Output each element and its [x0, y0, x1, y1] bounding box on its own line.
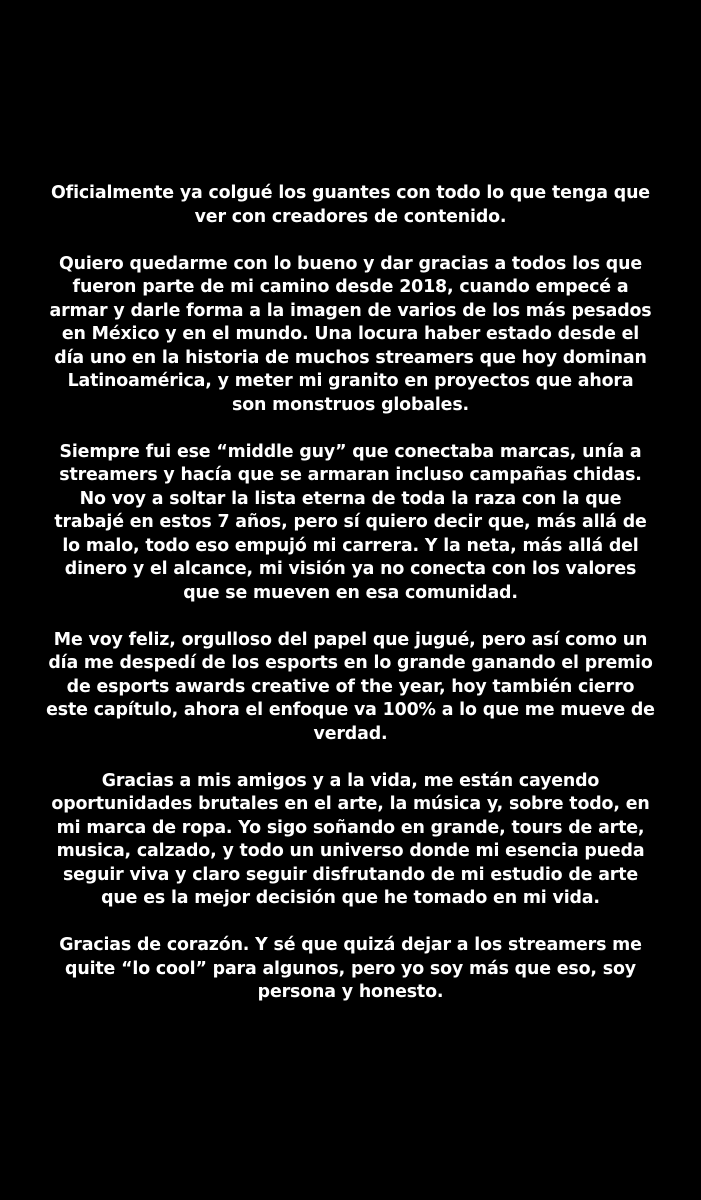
text-line: Siempre fui ese “middle guy” que conectaba marcas, unía a: [59, 441, 642, 462]
text-line: dinero y el alcance, mi visión ya no conecta con los valores: [64, 559, 637, 579]
text-line: seguir viva y claro seguir disfrutando de mi estudio de arte: [62, 864, 639, 885]
text-line: este capítulo, ahora el enfoque va 100% a lo que me mueve de: [46, 700, 655, 720]
text-line: son monstruos globales.: [232, 394, 469, 415]
text-line: verdad.: [313, 723, 388, 744]
text-line: persona y honesto.: [257, 982, 444, 1002]
paragraph-4: [40, 629, 661, 747]
text-line: que es la mejor decisión que he tomado en mi vida.: [101, 888, 600, 908]
text-line: Gracias a mis amigos y a la vida, me están cayendo: [101, 770, 600, 791]
text-line: que se mueven en esa comunidad.: [183, 582, 518, 603]
text-line: mi marca de ropa. Yo sigo soñando en grande, tours de arte,: [56, 817, 645, 838]
text-line: en México y en el mundo. Una locura haber estado desde el: [61, 324, 640, 344]
paragraph-1: [40, 182, 661, 229]
text-line: Quiero quedarme con lo bueno y dar gracias a todos los que: [59, 253, 642, 274]
text-line: Latinoamérica, y meter mi granito en proyectos que ahora: [67, 371, 634, 391]
text-line: fueron parte de mi camino desde 2018, cuando empecé a: [72, 277, 629, 297]
story-text: [0, 182, 701, 1028]
text-line: streamers y hacía que se armaran incluso campañas chidas.: [59, 465, 642, 485]
paragraph-2: [40, 253, 661, 418]
text-line: trabajé en estos 7 años, pero sí quiero decir que, más allá de: [54, 512, 647, 532]
text-line: oportunidades brutales en el arte, la música y, sobre todo, en: [51, 794, 650, 814]
text-line: armar y darle forma a la imagen de varios de los más pesados: [49, 300, 652, 321]
paragraph-6: [40, 934, 661, 1005]
text-line: musica, calzado, y todo un universo donde mi esencia pueda: [56, 841, 645, 861]
paragraph-5: [40, 770, 661, 911]
text-line: No voy a soltar la lista eterna de toda la raza con la que: [79, 488, 622, 509]
text-line: Oficialmente ya colgué los guantes con todo lo que tenga que: [51, 183, 650, 203]
text-line: día uno en la historia de muchos streamers que hoy dominan: [54, 347, 647, 368]
paragraph-3: [40, 441, 661, 606]
text-line: Me voy feliz, orgulloso del papel que jugué, pero así como un: [53, 629, 648, 650]
text-line: día me despedí de los esports en lo grande ganando el premio: [48, 653, 653, 673]
text-line: lo malo, todo eso empujó mi carrera. Y la neta, más allá del: [62, 535, 639, 556]
text-line: Gracias de corazón. Y sé que quizá dejar a los streamers me: [59, 935, 642, 955]
text-line: quite “lo cool” para algunos, pero yo soy más que eso, soy: [65, 958, 636, 979]
text-line: de esports awards creative of the year, hoy también cierro: [66, 676, 635, 697]
text-line: ver con creadores de contenido.: [194, 206, 507, 227]
